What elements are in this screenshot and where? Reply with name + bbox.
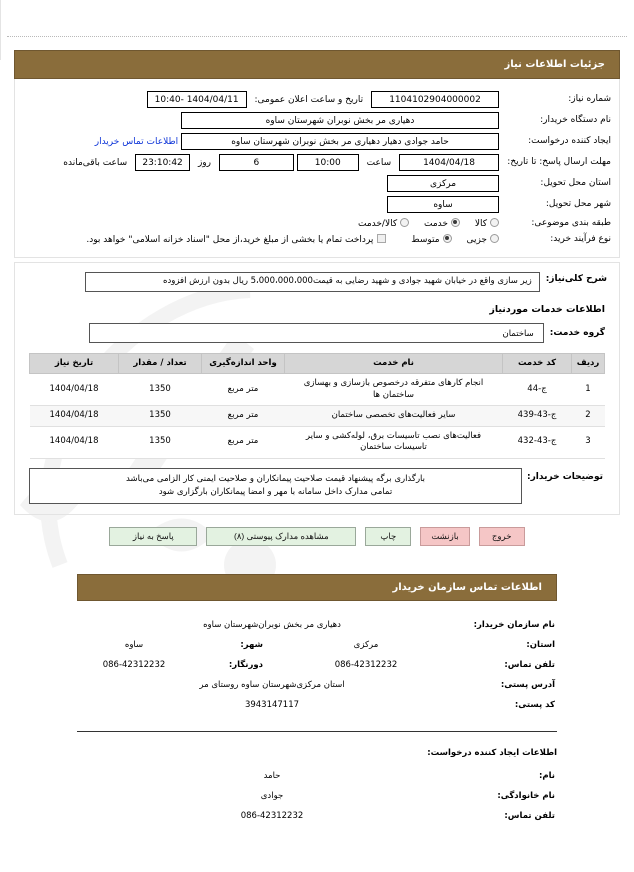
- category-option-0[interactable]: [460, 219, 499, 229]
- process-radio-group: [389, 234, 499, 245]
- category-option-2-label: کالا/خدمت: [357, 218, 398, 229]
- hour-label: ساعت: [366, 157, 392, 168]
- hour-value: 10:00: [297, 154, 359, 171]
- process-option-1[interactable]: [399, 235, 451, 245]
- buyer-contact-link[interactable]: اطلاعات تماس خریدار: [94, 136, 179, 147]
- creator-family-value: جوادی: [260, 790, 284, 801]
- creator-label: ایجاد کننده درخواست:: [528, 136, 611, 147]
- contact-province-label: استان:: [526, 639, 555, 650]
- creator-row-phone: [77, 806, 557, 826]
- buyer-org-value: دهیاری مر بخش نوبران شهرستان ساوه: [181, 112, 499, 129]
- radio-icon-jozei[interactable]: [490, 234, 499, 243]
- radio-icon-kala[interactable]: [490, 218, 499, 227]
- exit-button[interactable]: خروج: [479, 527, 525, 546]
- need-details-form: [14, 79, 620, 258]
- category-radio-group: [336, 218, 499, 229]
- cell-code: ج-44: [503, 374, 572, 406]
- province-value: مرکزی: [387, 175, 499, 192]
- contact-address-label: آدرس پستی:: [500, 679, 555, 690]
- process-cell: [23, 231, 499, 247]
- process-option-0-label: جزیی: [466, 234, 487, 245]
- creator-family-label: نام خانوادگی:: [497, 790, 555, 801]
- contact-section-body: [77, 601, 557, 826]
- summary-label: شرح کلی‌نیاز:: [545, 274, 607, 285]
- days-unit-label: روز: [197, 157, 211, 168]
- contact-section-title: اطلاعات تماس سازمان خریدار: [77, 574, 557, 601]
- need-number-cell: [23, 89, 499, 110]
- table-row: [30, 374, 605, 406]
- contact-fax-label: دورنگار:: [228, 659, 263, 670]
- need-details-table: [23, 89, 611, 247]
- city-label: شهر محل تحویل:: [545, 199, 611, 210]
- back-button[interactable]: بازنشت: [420, 527, 469, 546]
- contact-phone-value: 086-42312232: [334, 659, 398, 670]
- contact-org-label: نام سازمان خریدار:: [473, 619, 555, 630]
- row-need-number: [23, 89, 611, 110]
- deadline-cell: [23, 152, 499, 173]
- cell-date: 1404/04/18: [30, 426, 119, 458]
- cell-unit: متر مربع: [202, 426, 285, 458]
- row-category: [23, 215, 611, 231]
- contact-row-org: [77, 615, 557, 635]
- category-label: طبقه بندی موضوعی:: [531, 218, 611, 228]
- row-creator: [23, 131, 611, 152]
- cell-date: 1404/04/18: [30, 406, 119, 426]
- process-option-1-label: متوسط: [411, 234, 440, 245]
- treasury-checkbox[interactable]: [377, 234, 386, 243]
- cell-radif: 1: [572, 374, 605, 406]
- row-deadline: [23, 152, 611, 173]
- contact-section: [14, 552, 620, 826]
- radio-icon-khedmat[interactable]: [451, 218, 460, 227]
- time-remaining-label: ساعت باقی‌مانده: [63, 157, 128, 168]
- days-remaining-value: 6: [219, 154, 294, 171]
- print-button[interactable]: چاپ: [365, 527, 411, 546]
- cell-code: ج-43-439: [503, 406, 572, 426]
- service-group-row: [23, 323, 611, 343]
- col-header-code: کد خدمت: [503, 354, 572, 374]
- service-group-label: گروه خدمت:: [549, 328, 605, 339]
- page-left-edge: [0, 0, 1, 60]
- table-row: [30, 406, 605, 426]
- row-process-type: [23, 231, 611, 247]
- contact-postal-label: کد پستی:: [514, 699, 555, 710]
- col-header-unit: واحد اندازه‌گیری: [202, 354, 285, 374]
- contact-row-phone: [77, 655, 557, 675]
- contact-postal-value: 3943147117: [244, 699, 300, 710]
- radio-icon-motavaset[interactable]: [443, 234, 452, 243]
- contact-city-value: ساوه: [124, 639, 144, 650]
- col-header-name: نام خدمت: [285, 354, 503, 374]
- creator-name-value: حامد: [263, 770, 281, 781]
- time-remaining-value: 23:10:42: [135, 154, 190, 171]
- contact-province-value: مرکزی: [353, 639, 379, 650]
- buyer-explanations-row: [23, 459, 611, 504]
- view-attachments-button[interactable]: مشاهده مدارک پیوستی (۸): [206, 527, 356, 546]
- services-table-wrap: [23, 343, 611, 458]
- announce-value: 1404/04/11 -10:40: [147, 91, 247, 108]
- cell-unit: متر مربع: [202, 374, 285, 406]
- cell-radif: 3: [572, 426, 605, 458]
- city-value: ساوه: [387, 196, 499, 213]
- cell-name: انجام کارهای متفرقه درخصوص بازسازی و بهسازی ساختمان ها: [285, 374, 503, 406]
- category-option-2[interactable]: [346, 219, 409, 229]
- explanation-line-1: بارگذاری برگه پیشنهاد قیمت صلاحیت پیمانکاران و صلاحیت ایمنی کار الزامی می‌باشد: [126, 473, 426, 484]
- radio-icon-kala-khedmat[interactable]: [400, 218, 409, 227]
- summary-row: [23, 272, 611, 292]
- province-label: استان محل تحویل:: [540, 178, 611, 189]
- creator-phone-label: تلفن تماس:: [504, 810, 555, 821]
- province-cell: [23, 173, 499, 194]
- table-header-row: [30, 354, 605, 374]
- category-option-0-label: کالا: [474, 218, 487, 229]
- creator-row-name: [77, 766, 557, 786]
- contact-table: [77, 615, 557, 715]
- service-info-frame: [14, 262, 620, 515]
- cell-name: فعالیت‌های نصب تاسیسات برق، لوله‌کشی و سایر تاسیسات ساختمان: [285, 426, 503, 458]
- city-cell: [23, 194, 499, 215]
- category-cell: [23, 215, 499, 231]
- deadline-date-value: 1404/04/18: [399, 154, 499, 171]
- creator-name-label: نام:: [538, 770, 555, 781]
- col-header-date: تاریخ نیاز: [30, 354, 119, 374]
- page-title: جزئیات اطلاعات نیاز: [14, 50, 620, 79]
- services-table-body: [30, 374, 605, 458]
- announce-label: تاریخ و ساعت اعلان عمومی:: [254, 94, 364, 105]
- services-table-head: [30, 354, 605, 374]
- col-header-qty: تعداد / مقدار: [119, 354, 202, 374]
- deadline-label: مهلت ارسال پاسخ: تا تاریخ:: [507, 157, 611, 168]
- category-option-1-label: خدمت: [424, 218, 448, 229]
- buyer-org-cell: [23, 110, 499, 131]
- need-number-value: 1104102904000002: [371, 91, 499, 108]
- process-option-0[interactable]: [452, 235, 499, 245]
- creator-row-family: [77, 786, 557, 806]
- cell-date: 1404/04/18: [30, 374, 119, 406]
- process-label: نوع فرآیند خرید:: [550, 234, 611, 245]
- creator-contact-title: اطلاعات ایجاد کننده درخواست:: [427, 747, 557, 758]
- service-group-value: ساختمان: [89, 323, 544, 343]
- contact-row-postal: [77, 695, 557, 715]
- summary-value: زیر سازی واقع در خیابان شهید جوادی و شهید رضایی به قیمت5،000،000،000 ریال بدون ارزش افزوده: [85, 272, 540, 292]
- creator-phone-value: 086-42312232: [240, 810, 304, 821]
- buyer-explanations-label: توضیحات خریدار:: [527, 471, 603, 482]
- cell-code: ج-43-432: [503, 426, 572, 458]
- contact-address-value: استان مرکزی‌شهرستان ساوه روستای مر: [199, 679, 345, 690]
- contact-org-value: دهیاری مر بخش نوبران‌شهرستان ساوه: [203, 619, 341, 630]
- creator-contact-table: [77, 766, 557, 826]
- contact-city-label: شهر:: [240, 639, 263, 650]
- contact-row-location: [77, 635, 557, 655]
- cell-radif: 2: [572, 406, 605, 426]
- service-section-title: اطلاعات خدمات موردنیاز: [489, 304, 605, 316]
- col-header-radif: ردیف: [572, 354, 605, 374]
- row-city: [23, 194, 611, 215]
- top-divider: [7, 36, 627, 37]
- cell-qty: 1350: [119, 426, 202, 458]
- buyer-org-label: نام دستگاه خریدار:: [540, 115, 611, 126]
- cell-name: سایر فعالیت‌های تخصصی ساختمان: [285, 406, 503, 426]
- table-row: [30, 426, 605, 458]
- contact-fax-value: 086-42312232: [102, 659, 166, 670]
- creator-value: حامد جوادی دهیار دهیاری مر بخش نوبران شهرستان ساوه: [181, 133, 499, 150]
- services-table: [29, 353, 605, 458]
- category-option-1[interactable]: [409, 219, 460, 229]
- cell-qty: 1350: [119, 374, 202, 406]
- cell-qty: 1350: [119, 406, 202, 426]
- respond-to-need-button[interactable]: پاسخ به نیاز: [109, 527, 197, 546]
- buyer-explanations-box: [29, 468, 522, 504]
- cell-unit: متر مربع: [202, 406, 285, 426]
- contact-phone-label: تلفن تماس:: [504, 659, 555, 670]
- creator-cell: [23, 131, 499, 152]
- treasury-checkbox-label: پرداخت تمام یا بخشی از مبلغ خرید،از محل "اسناد خزانه اسلامی" خواهد بود.: [86, 234, 374, 245]
- row-province: [23, 173, 611, 194]
- page-container: [14, 50, 620, 826]
- contact-row-address: [77, 675, 557, 695]
- action-button-bar: [14, 515, 620, 552]
- need-number-label: شماره نیاز:: [568, 94, 611, 105]
- explanation-line-2: تمامی مدارک داخل سامانه با مهر و امضا پیمانکاران بارگزاری شود: [158, 486, 393, 497]
- row-buyer-org: [23, 110, 611, 131]
